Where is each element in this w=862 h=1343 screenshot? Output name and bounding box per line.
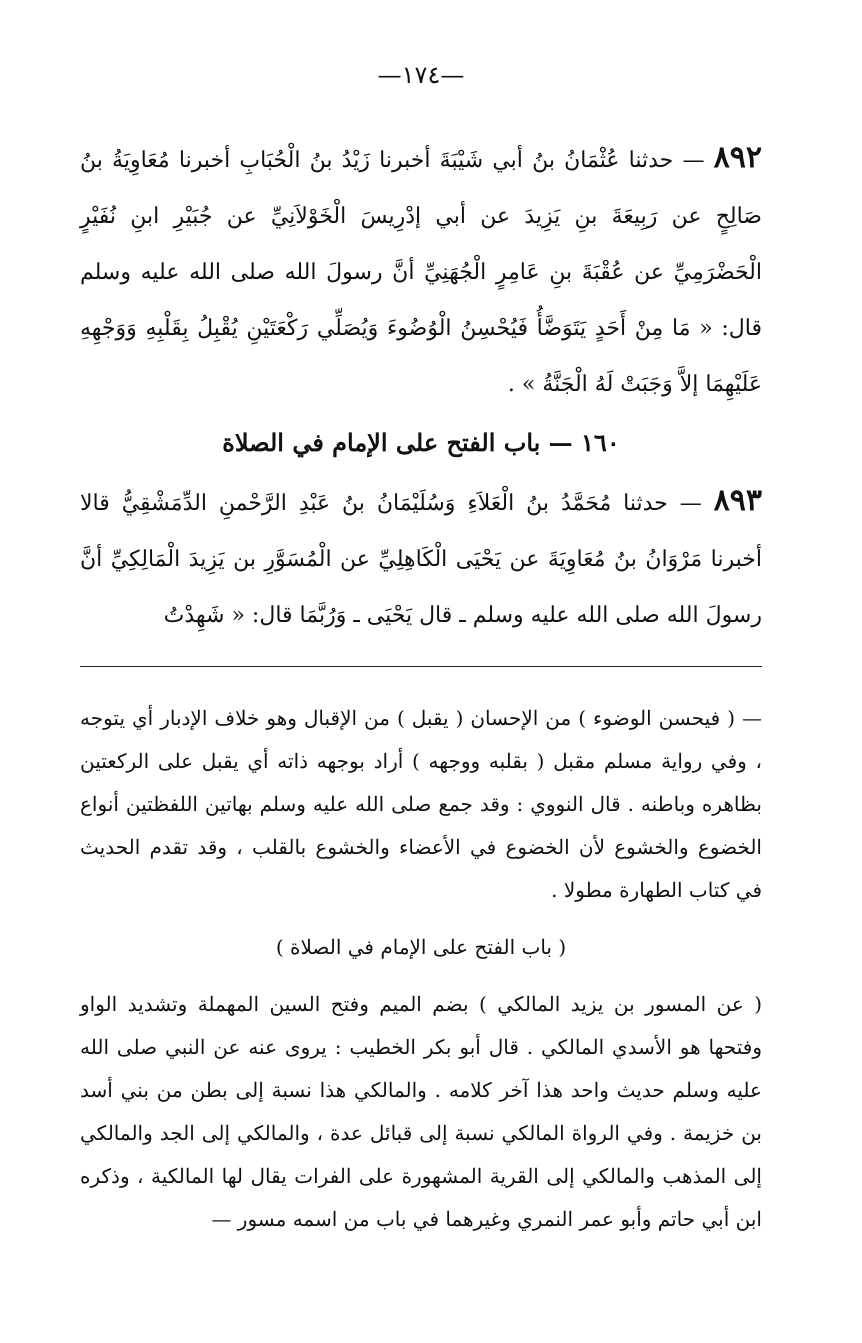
hadith-text: — حدثنا عُثْمَانُ بنُ أبي شَيْبَةَ أخبرنا زَيْدُ بنُ الْحُبَابِ أخبرنا مُعَاوِيَةُ بنُ صَالِحٍ عن رَبِيعَةَ بنِ يَزِيدَ عن أبي إدْرِيسَ الْخَوْلاَنِيِّ عن جُبَيْرِ ابنِ نُفَيْرٍ الْحَضْرَمِيِّ عن عُقْبَةَ بنِ عَامِرٍ الْجُهَنِيِّ أنَّ رسولَ الله صلى الله عليه وسلم قال: « مَا مِنْ أَحَدٍ يَتَوَضَّأُ فَيُحْسِنُ الْوُضُوءَ وَيُصَلِّي رَكْعَتَيْنِ يُقْبِلُ بِقَلْبِهِ وَوَجْهِهِ عَلَيْهِمَا إلاَّ وَجَبَتْ لَهُ الْجَنَّةُ » .: [80, 148, 762, 397]
commentary-paragraph: — ( فيحسن الوضوء ) من الإحسان ( يقبل ) من الإقبال وهو خلاف الإدبار أي يتوجه ، وفي رواية مسلم مقبل ( بقلبه ووجهه ) أراد بوجهه ذاته أي يقبل على الركعتين بظاهره وباطنه . قال النووي : وقد جمع صلى الله عليه وسلم بهاتين اللفظتين أنواع الخضوع والخشوع لأن الخضوع في الأعضاء والخشوع بالقلب ، وقد تقدم الحديث في كتاب الطهارة مطولا .: [80, 706, 762, 902]
hadith-number: ٨٩٣: [713, 483, 762, 518]
commentary: [80, 697, 762, 1241]
chapter-heading: ١٦٠ — باب الفتح على الإمام في الصلاة: [222, 428, 620, 457]
commentary-paragraph: ( عن المسور بن يزيد المالكي ) بضم الميم وفتح السين المهملة وتشديد الواو وفتحها هو الأسدي المالكي . قال أبو بكر الخطيب : يروى عنه عن النبي صلى الله عليه وسلم حديث واحد هذا آخر كلامه . والمالكي هذا نسبة إلى بطن من بني أسد بن خزيمة . وفي الرواة المالكي نسبة إلى قبائل عدة ، والمالكي إلى الجد والمالكي إلى المذهب والمالكي إلى القرية المشهورة على الفرات يقال لها المالكية ، وذكره ابن أبي حاتم وأبو عمر النمري وغيرهما في باب من اسمه مسور —: [80, 992, 762, 1231]
commentary-chapter-heading: ( باب الفتح على الإمام في الصلاة ): [275, 935, 567, 959]
hadith-text: — حدثنا مُحَمَّدُ بنُ الْعَلاَءِ وَسُلَيْمَانُ بنُ عَبْدِ الرَّحْمنِ الدِّمَشْقِيُّ قالا أخبرنا مَرْوَانُ بنُ مُعَاوِيَةَ عن يَحْيَى الْكَاهِلِيِّ عن الْمُسَوَّرِ بن يَزِيدَ الْمَالِكِيِّ أنَّ رسولَ الله صلى الله عليه وسلم ـ قال يَحْيَى ـ وَرُبَّمَا قال: « شَهِدْتُ: [80, 491, 762, 628]
hadith-893: [80, 473, 762, 644]
main-text: [80, 130, 762, 644]
page-number: —١٧٤—: [377, 61, 465, 89]
hadith-number: ٨٩٢: [713, 140, 762, 175]
hadith-892: [80, 130, 762, 413]
footnote-divider: [80, 666, 762, 667]
